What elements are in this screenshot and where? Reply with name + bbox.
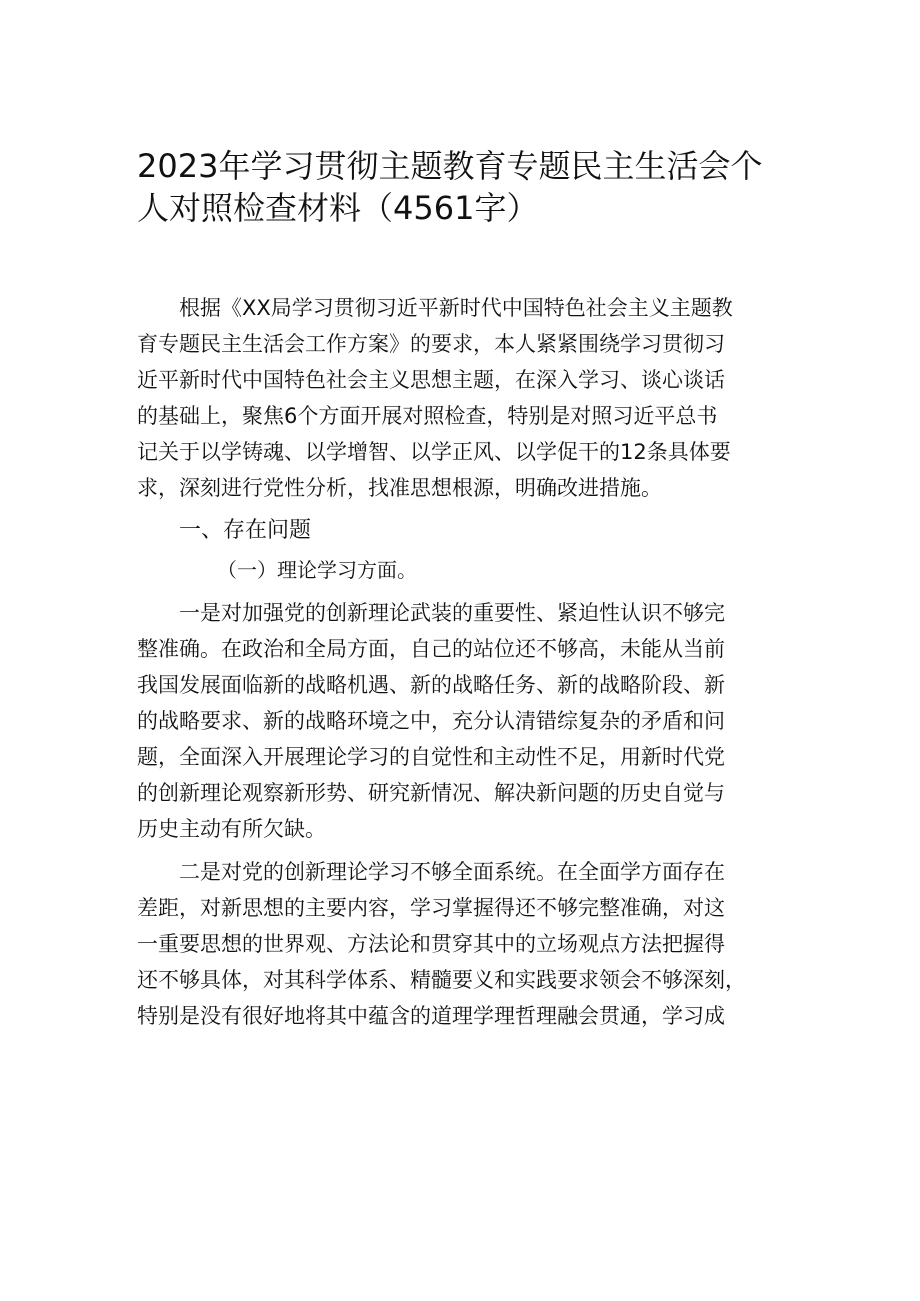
problem-paragraph-1	[137, 595, 797, 847]
text-line: 育专题民主生活会工作方案》的要求，本人紧紧围绕学习贯彻习	[137, 332, 725, 356]
problem-paragraph-2	[137, 854, 797, 1034]
text-line: 历史主动有所欠缺。	[137, 817, 326, 841]
subsection-heading: （一）理论学习方面。	[217, 558, 417, 582]
text-line: 的战略要求、新的战略环境之中，充分认清错综复杂的矛盾和问	[137, 709, 725, 733]
text-line: 的创新理论观察新形势、研究新情况、解决新问题的历史自觉与	[137, 781, 725, 805]
text-line: 一重要思想的世界观、方法论和贯穿其中的立场观点方法把握得	[137, 932, 725, 956]
text-line: 求，深刻进行党性分析，找准思想根源，明确改进措施。	[137, 476, 662, 500]
text-line: 题，全面深入开展理论学习的自觉性和主动性不足，用新时代党	[137, 745, 725, 769]
document-body	[137, 290, 797, 1034]
text-line: 近平新时代中国特色社会主义思想主题，在深入学习、谈心谈话	[137, 368, 725, 392]
title-line-2: 人对照检查材料（4561字）	[137, 189, 539, 227]
intro-paragraph	[137, 290, 797, 506]
text-line: 还不够具体，对其科学体系、精髓要义和实践要求领会不够深刻，	[137, 968, 746, 992]
text-line: 我国发展面临新的战略机遇、新的战略任务、新的战略阶段、新	[137, 673, 725, 697]
text-line: 二是对党的创新理论学习不够全面系统。在全面学方面存在	[179, 860, 725, 884]
text-line: 差距，对新思想的主要内容，学习掌握得还不够完整准确，对这	[137, 896, 725, 920]
text-line: 特别是没有很好地将其中蕴含的道理学理哲理融会贯通，学习成	[137, 1004, 725, 1028]
text-line: 整准确。在政治和全局方面，自己的站位还不够高，未能从当前	[137, 637, 725, 661]
text-line: 一是对加强党的创新理论武装的重要性、紧迫性认识不够完	[179, 601, 725, 625]
text-line: 根据《XX局学习贯彻习近平新时代中国特色社会主义主题教	[179, 296, 733, 320]
text-line: 记关于以学铸魂、以学增智、以学正风、以学促干的12条具体要	[137, 440, 731, 464]
title-line-1: 2023年学习贯彻主题教育专题民主生活会个	[137, 147, 763, 185]
section-heading: 一、存在问题	[179, 518, 312, 543]
document-title	[137, 145, 797, 229]
text-line: 的基础上，聚焦6个方面开展对照检查，特别是对照习近平总书	[137, 404, 718, 428]
